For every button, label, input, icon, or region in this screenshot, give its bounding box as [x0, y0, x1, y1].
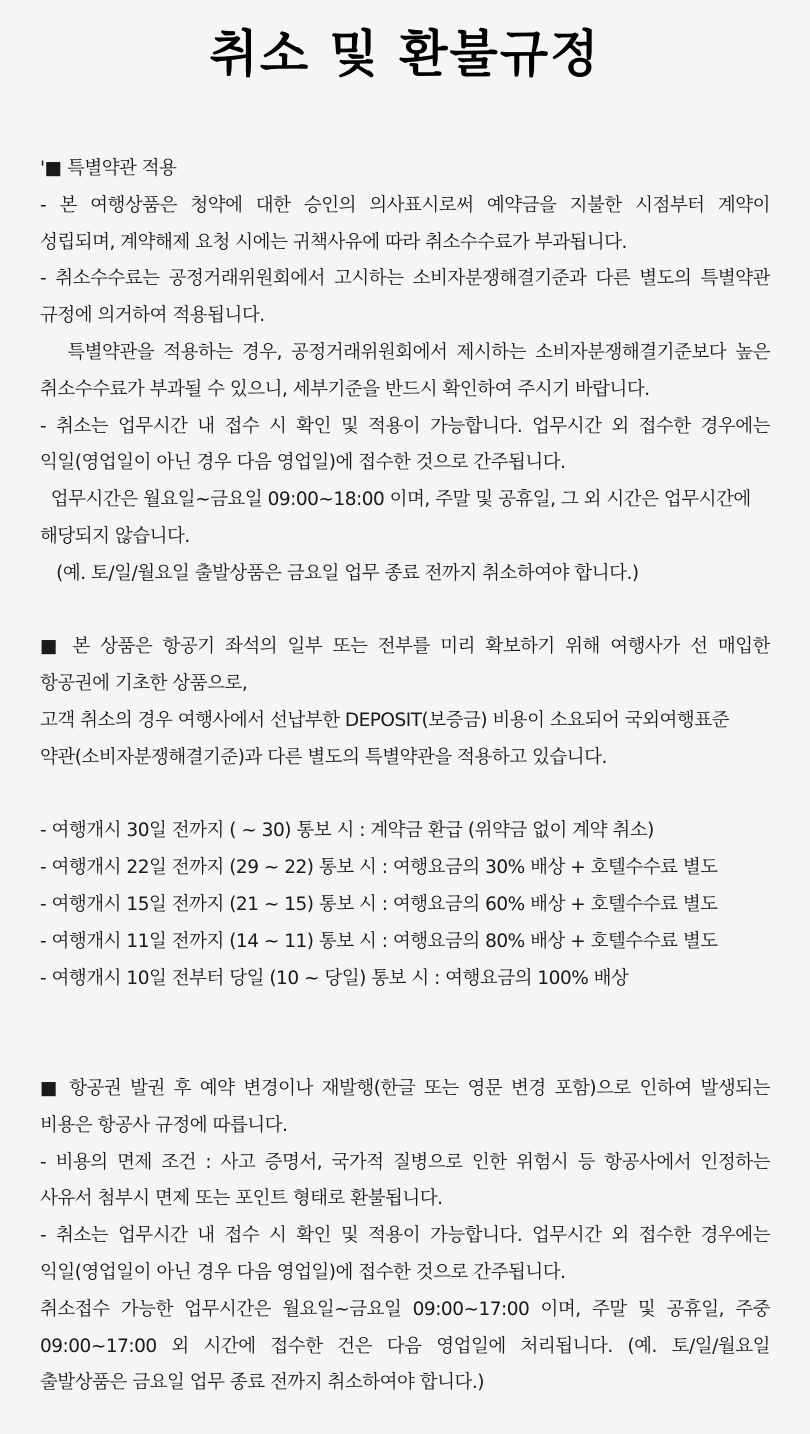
- fee-schedule-item: - 여행개시 11일 전까지 (14 ~ 11) 통보 시 : 여행요금의 80% 배상 + 호텔수수료 별도: [40, 930, 718, 952]
- fee-schedule-item: - 여행개시 30일 전까지 ( ~ 30) 통보 시 : 계약금 환급 (위약금 없이 계약 취소): [40, 820, 654, 842]
- text-line: 취소수수료가 부과될 수 있으니, 세부기준을 반드시 확인하여 주시기 바랍니다.: [40, 378, 650, 400]
- text-line: 취소접수 가능한 업무시간은 월요일~금요일 09:00~17:00 이며, 주말 및 공휴일, 주중: [40, 1298, 770, 1320]
- spacer: [40, 997, 770, 1071]
- airline-terms-heading: ■ 본 상품은 항공기 좌석의 일부 또는 전부를 미리 확보하기 위해 여행사가 선 매입한: [40, 636, 770, 658]
- text-line: 해당되지 않습니다.: [40, 525, 190, 547]
- text-line: 업무시간은 월요일~금요일 09:00~18:00 이며, 주말 및 공휴일, 그 외 시간은 업무시간에: [40, 489, 751, 511]
- text-line: 09:00~17:00 외 시간에 접수한 건은 다음 영업일에 처리됩니다. (예. 토/일/월요일: [40, 1335, 770, 1357]
- text-line: 항공권에 기초한 상품으로,: [40, 673, 248, 695]
- text-line: 고객 취소의 경우 여행사에서 선납부한 DEPOSIT(보증금) 비용이 소요되어 국외여행표준: [40, 709, 730, 731]
- fee-schedule-item: - 여행개시 22일 전까지 (29 ~ 22) 통보 시 : 여행요금의 30% 배상 + 호텔수수료 별도: [40, 857, 718, 879]
- special-terms-heading: '■ 특별약관 적용: [40, 158, 177, 179]
- text-line: 특별약관을 적용하는 경우, 공정거래위원회에서 제시하는 소비자분쟁해결기준보다 높은: [40, 341, 770, 363]
- text-line: - 비용의 면제 조건 : 사고 증명서, 국가적 질병으로 인한 위험시 등 항공사에서 인정하는: [40, 1151, 770, 1173]
- page-title: 취소 및 환불규정: [209, 25, 601, 83]
- text-line: 성립되며, 계약해제 요청 시에는 귀책사유에 따라 취소수수료가 부과됩니다.: [40, 231, 627, 253]
- spacer: [40, 777, 770, 814]
- text-line: 규정에 의거하여 적용됩니다.: [40, 305, 265, 327]
- text-line: - 취소는 업무시간 내 접수 시 확인 및 적용이 가능합니다. 업무시간 외 접수한 경우에는: [40, 415, 770, 437]
- text-line: (예. 토/일/월요일 출발상품은 금요일 업무 종료 전까지 취소하여야 합니다.): [40, 562, 639, 584]
- text-line: 약관(소비자분쟁해결기준)과 다른 별도의 특별약관을 적용하고 있습니다.: [40, 746, 607, 768]
- text-line: 익일(영업일이 아닌 경우 다음 영업일)에 접수한 것으로 간주됩니다.: [40, 452, 566, 474]
- text-line: 익일(영업일이 아닌 경우 다음 영업일)에 접수한 것으로 간주됩니다.: [40, 1261, 566, 1283]
- text-line: 사유서 첨부시 면제 또는 포인트 형태로 환불됩니다.: [40, 1188, 443, 1210]
- text-line: - 취소수수료는 공정거래위원회에서 고시하는 소비자분쟁해결기준과 다른 별도의 특별약관: [40, 268, 770, 290]
- refund-policy-body: [40, 151, 770, 1402]
- spacer: [40, 593, 770, 630]
- text-line: - 본 여행상품은 청약에 대한 승인의 의사표시로써 예약금을 지불한 시점부터 계약이: [40, 194, 770, 216]
- text-line: 비용은 항공사 규정에 따릅니다.: [40, 1114, 288, 1136]
- ticket-terms-heading: ■ 항공권 발권 후 예약 변경이나 재발행(한글 또는 영문 변경 포함)으로 인하여 발생되는: [40, 1077, 770, 1099]
- text-line: 출발상품은 금요일 업무 종료 전까지 취소하여야 합니다.): [40, 1372, 484, 1394]
- fee-schedule-item: - 여행개시 15일 전까지 (21 ~ 15) 통보 시 : 여행요금의 60% 배상 + 호텔수수료 별도: [40, 893, 718, 915]
- fee-schedule-item: - 여행개시 10일 전부터 당일 (10 ~ 당일) 통보 시 : 여행요금의 100% 배상: [40, 967, 629, 989]
- text-line: - 취소는 업무시간 내 접수 시 확인 및 적용이 가능합니다. 업무시간 외 접수한 경우에는: [40, 1225, 770, 1247]
